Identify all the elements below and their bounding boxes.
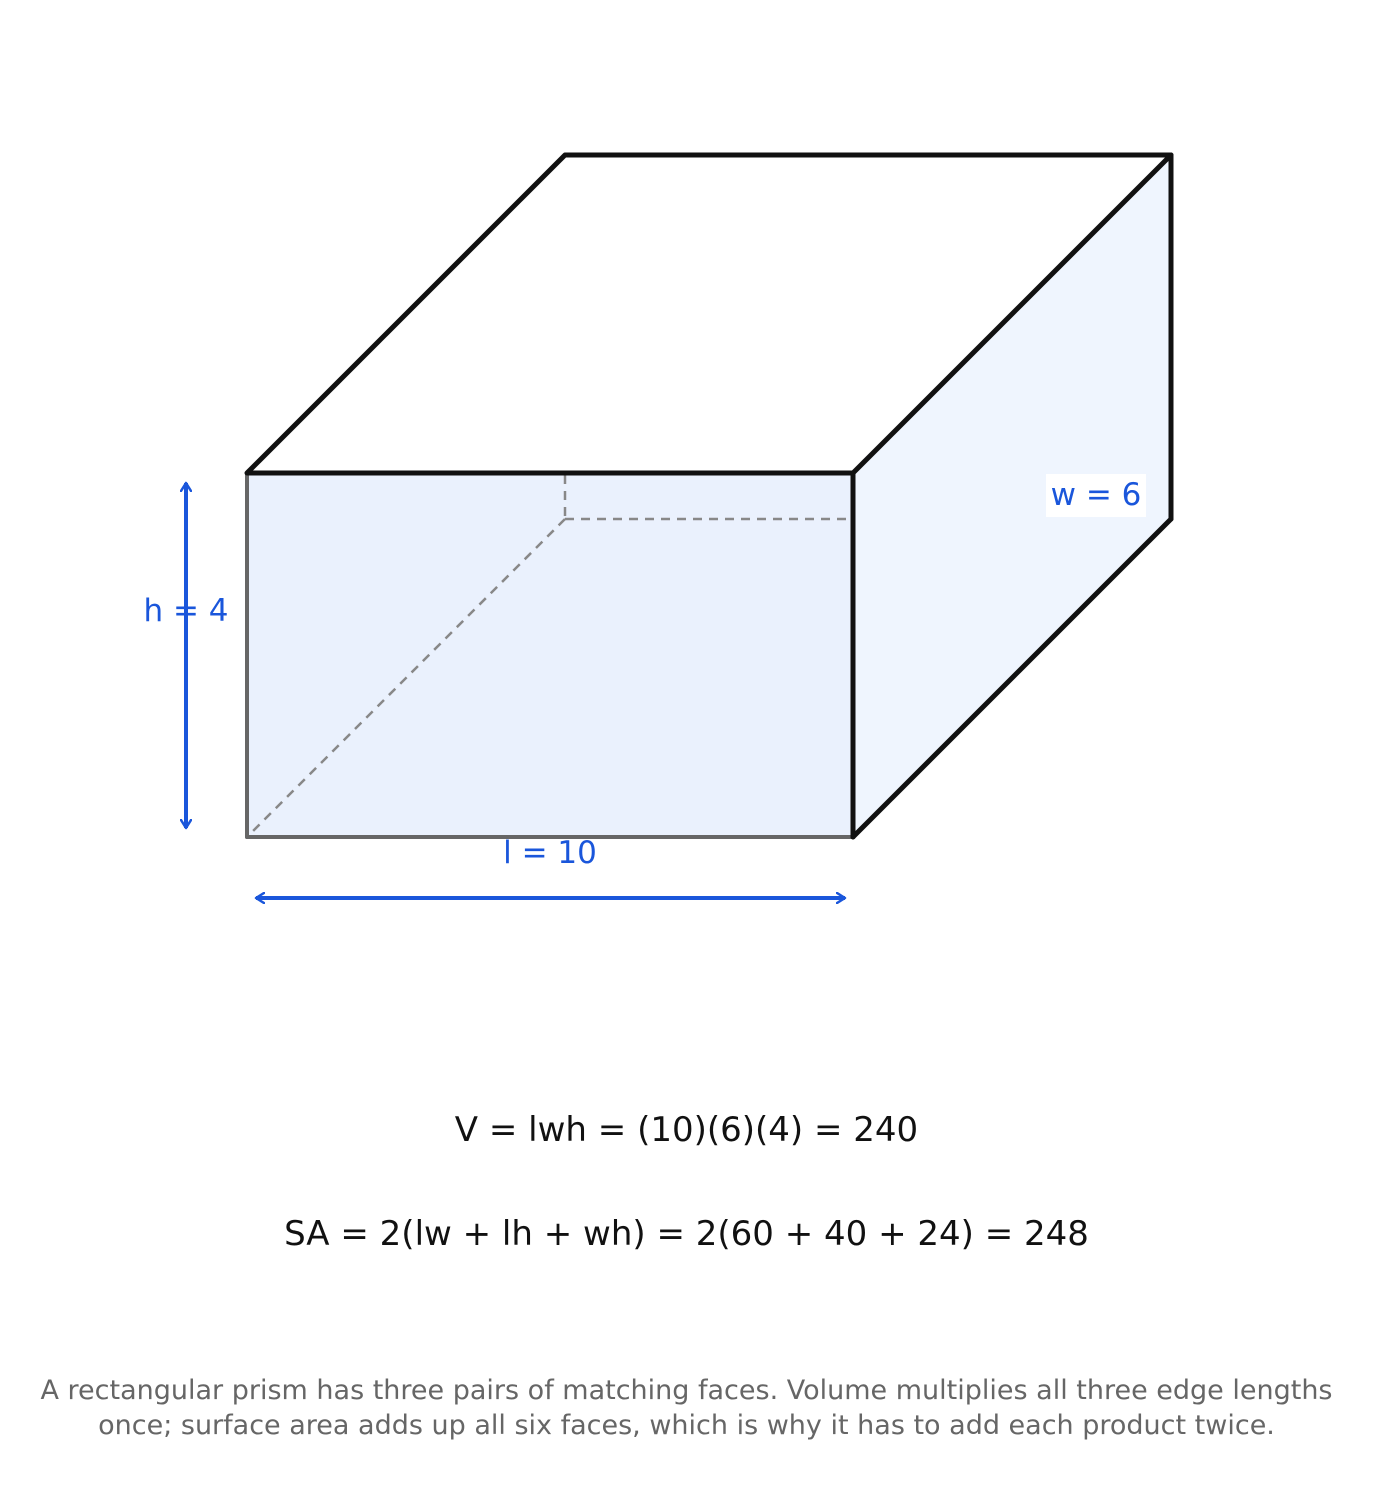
length-label: l = 10 [503, 835, 597, 871]
surface-area-formula: SA = 2(lw + lh + wh) = 2(60 + 40 + 24) = 248 [284, 1214, 1089, 1254]
volume-formula: V = lwh = (10)(6)(4) = 240 [454, 1110, 919, 1150]
width-label: w = 6 [1050, 477, 1142, 513]
caption: A rectangular prism has three pairs of matching faces. Volume multiplies all three edge lengths once; surface area adds up all six faces, which is why it has to add each product twice. [40, 1375, 1333, 1441]
front-face [247, 473, 853, 837]
height-label: h = 4 [143, 593, 229, 629]
